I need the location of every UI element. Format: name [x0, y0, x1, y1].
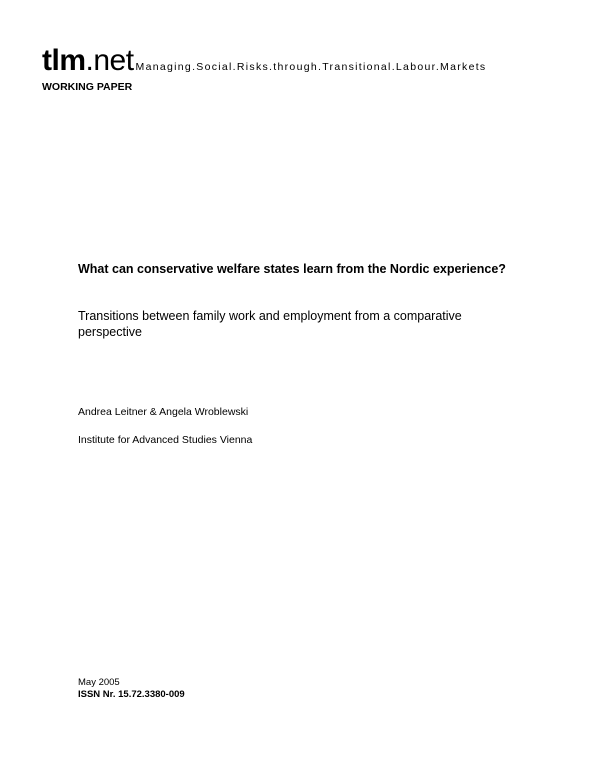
authors: Andrea Leitner & Angela Wroblewski — [78, 406, 249, 418]
issn-number: ISSN Nr. 15.72.3380-009 — [78, 689, 185, 700]
brand-domain: .net — [85, 44, 134, 77]
paper-subtitle: Transitions between family work and employment from a comparative perspective — [78, 309, 462, 339]
paper-title: What can conservative welfare states learn from the Nordic experience? — [78, 262, 506, 276]
tagline: Managing.Social.Risks.through.Transitional.Labour.Markets — [135, 61, 487, 73]
series-label: WORKING PAPER — [42, 81, 133, 93]
masthead — [42, 46, 486, 76]
brand-name: tlm — [42, 44, 86, 77]
institute: Institute for Advanced Studies Vienna — [78, 434, 253, 446]
publication-date: May 2005 — [78, 677, 120, 688]
